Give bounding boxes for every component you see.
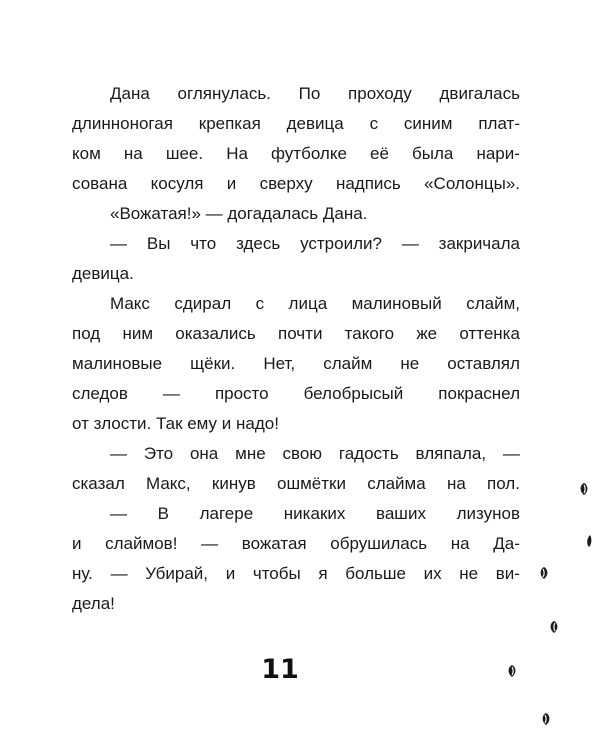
text-line: Макс сдирал с лица малиновый слайм, <box>110 294 520 313</box>
text-line: — В лагере никаких ваших лизунов <box>110 504 520 523</box>
body-text <box>72 79 520 619</box>
text-line: следов — просто белобрысый покраснел <box>72 384 520 403</box>
sunflower-seed-icon <box>538 566 550 580</box>
text-line: от злости. Так ему и надо! <box>72 414 279 433</box>
sunflower-seed-icon <box>578 482 590 496</box>
sunflower-seed-icon <box>506 664 518 678</box>
text-line: дела! <box>72 594 115 613</box>
text-line: и слаймов! — вожатая обрушилась на Да- <box>72 534 520 553</box>
sunflower-seed-icon <box>548 620 560 634</box>
text-line: «Вожатая!» — догадалась Дана. <box>110 204 368 223</box>
text-line: Дана оглянулась. По проходу двигалась <box>110 84 520 103</box>
text-line: сказал Макс, кинув ошмётки слайма на пол. <box>72 474 520 493</box>
text-line: — Это она мне свою гадость вляпала, — <box>110 444 520 463</box>
text-line: длинноногая крепкая девица с синим плат- <box>72 114 520 133</box>
page-number: 11 <box>261 654 299 685</box>
sunflower-seed-icon <box>540 712 552 726</box>
text-line: сована косуля и сверху надпись «Солонцы». <box>72 174 520 193</box>
text-line: — Вы что здесь устроили? — закричала <box>110 234 520 253</box>
text-line: ком на шее. На футболке её была нари- <box>72 144 520 163</box>
text-line: ну. — Убирай, и чтобы я больше их не ви- <box>72 564 520 583</box>
sunflower-seed-icon <box>584 534 592 548</box>
text-line: девица. <box>72 264 134 283</box>
text-line: под ним оказались почти такого же оттенка <box>72 324 520 343</box>
text-line: малиновые щёки. Нет, слайм не оставлял <box>72 354 520 373</box>
